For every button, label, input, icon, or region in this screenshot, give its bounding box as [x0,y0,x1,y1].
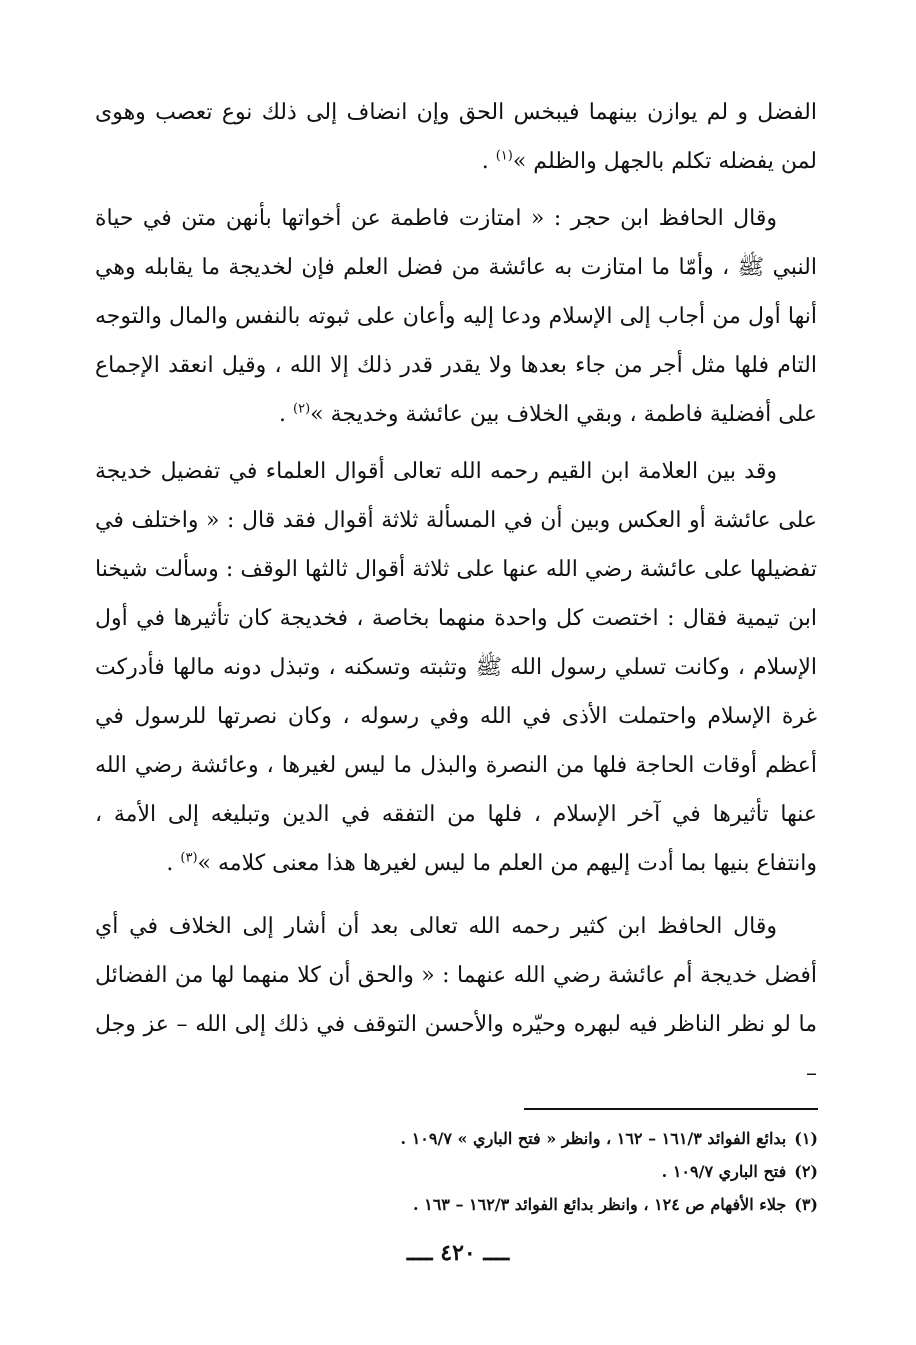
paragraph-2 [95,194,817,439]
page-number: ــــ ٤٢٠ ــــ [406,1240,510,1266]
paragraph-4 [95,902,817,1098]
paragraph-3-footnote-ref: (٣) [180,850,198,866]
footnote-2 [96,1155,818,1188]
footnote-3-text: جلاء الأفهام ص ١٢٤ ، وانظر بدائع الفوائد ١٦٢/٣ – ١٦٣ . [412,1195,787,1214]
paragraph-3 [95,447,817,888]
footnote-3-number: (٣) [794,1195,818,1214]
footnote-2-text: فتح الباري ١٠٩/٧ . [661,1162,787,1181]
footnote-3 [96,1188,818,1221]
paragraph-1-text: الفضل و لم يوازن بينهما فيبخس الحق وإن انضاف إلى ذلك نوع تعصب وهوى لمن يفضله تكلم بالجهل والظلم » [95,100,817,174]
paragraph-4-text: وقال الحافظ ابن كثير رحمه الله تعالى بعد أن أشار إلى الخلاف في أي أفضل خديجة أم عائشة رضي الله عنهما : « والحق أن كلا منهما لها من الفضائل ما لو نظر الناظر فيه لبهره وحيّره والأحسن التوقف في ذلك إلى الله – عز وجل – [95,914,817,1086]
paragraph-2-text: وقال الحافظ ابن حجر : « امتازت فاطمة عن أخواتها بأنهن متن في حياة النبي ﷺ ، وأمّا ما امتازت به عائشة من فضل العلم فإن لخديجة ما يقابله وهي أنها أول من أجاب إلى الإسلام ودعا إليه وأعان على ثبوته بالنفس والمال والتوجه التام فلها مثل أجر من جاء بعدها ولا يقدر قدر ذلك إلا الله ، وقيل انعقد الإجماع على أفضلية فاطمة ، وبقي الخلاف بين عائشة وخديجة » [95,206,817,427]
footnotes [96,1122,818,1221]
paragraph-1-footnote-ref: (١) [495,148,513,164]
paragraph-1-end: . [481,149,496,174]
paragraph-1 [95,88,817,186]
paragraph-3-text: وقد بين العلامة ابن القيم رحمه الله تعالى أقوال العلماء في تفضيل خديجة على عائشة أو العكس وبين أن في المسألة ثلاثة أقوال فقد قال : « واختلف في تفضيلها على عائشة رضي الله عنها على ثلاثة أقوال ثالثها الوقف : وسألت شيخنا ابن تيمية فقال : اختصت كل واحدة منهما بخاصة ، فخديجة كان تأثيرها في أول الإسلام ، وكانت تسلي رسول الله ﷺ وتثبته وتسكنه ، وتبذل دونه مالها فأدركت غرة الإسلام واحتملت الأذى في الله وفي رسوله ، وكان نصرتها للرسول في أعظم أوقات الحاجة فلها من النصرة والبذل ما ليس لغيرها ، وعائشة رضي الله عنها تأثيرها في آخر الإسلام ، فلها من التفقه في الدين وتبليغه إلى الأمة ، وانتفاع بنيها بما أدت إليهم من العلم ما ليس لغيرها هذا معنى كلامه » [95,459,817,876]
footnote-1 [96,1122,818,1155]
page-body [95,88,817,1098]
paragraph-2-end: . [279,402,293,427]
footnote-divider [524,1108,818,1110]
footnote-2-number: (٢) [794,1162,818,1181]
paragraph-2-footnote-ref: (٢) [293,401,311,417]
footnote-1-number: (١) [794,1129,818,1148]
footnote-1-text: بدائع الفوائد ١٦١/٣ – ١٦٢ ، وانظر « فتح الباري » ١٠٩/٧ . [400,1129,787,1148]
paragraph-3-end: . [166,851,181,876]
